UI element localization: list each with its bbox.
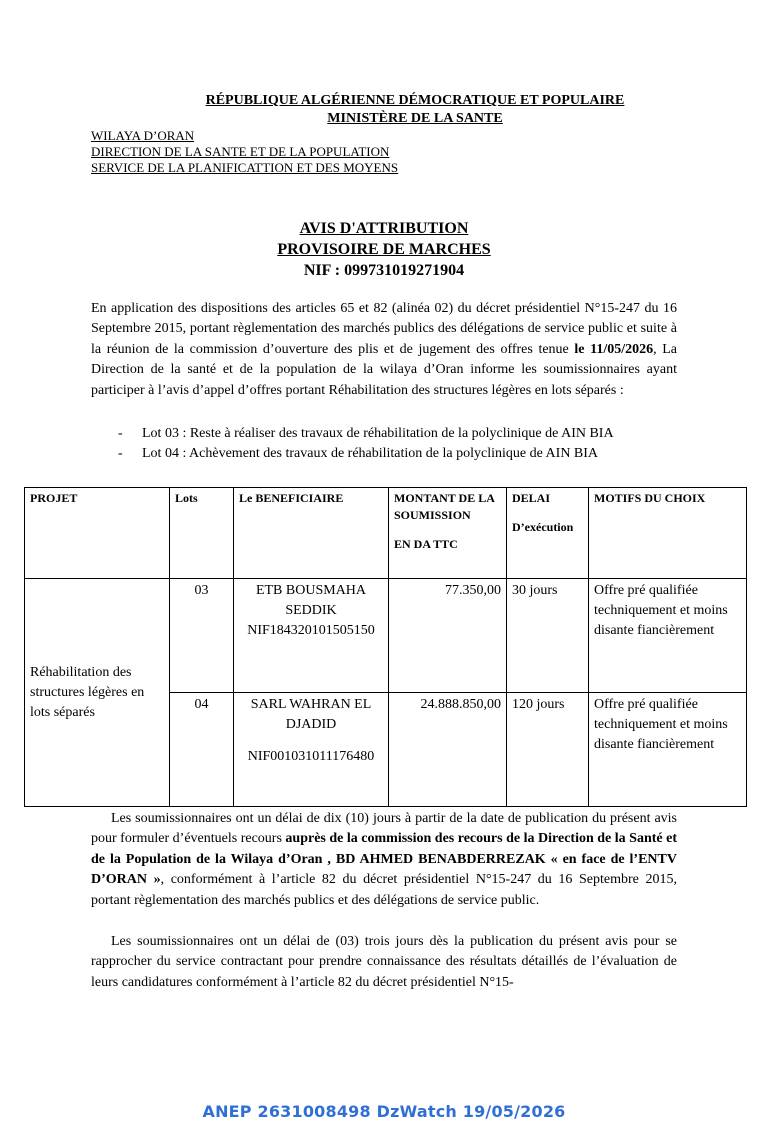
table-row	[25, 579, 747, 693]
nif-number: NIF : 099731019271904	[303, 262, 465, 279]
delai-cell: 120 jours	[507, 693, 589, 807]
intro-text-2: , La Direction de la santé et de la population de la wilaya d’Oran informe les soumissionnaires ayant participer à l’avis d’appel d’offres portant Réhabilitation des structures légères en lots séparés :	[91, 341, 678, 398]
col-header-montant	[389, 488, 507, 579]
col-header-beneficiaire: Le BENEFICIAIRE	[234, 488, 389, 579]
beneficiaire-nif: NIF184320101505150	[247, 623, 375, 638]
table-header-row	[25, 488, 747, 579]
org-line-wilaya: WILAYA D’ORAN	[91, 128, 195, 143]
bullet-dash: -	[118, 446, 123, 461]
intro-paragraph	[91, 299, 677, 401]
montant-header-line2: EN DA TTC	[394, 537, 458, 551]
beneficiaire-nif: NIF001031011176480	[247, 749, 375, 764]
delai-header-line2: D’exécution	[512, 520, 574, 534]
list-item	[118, 424, 614, 444]
intro-text-1: En application des dispositions des articles 65 et 82 (alinéa 02) du décret présidentiel N°15-247 du 16 Septembre 2015, portant règlementation des marchés publics des délégations de service public et suite à la réunion de la commission d’ouverture des plis et de jugement des offres tenue	[91, 301, 677, 357]
montant-cell: 24.888.850,00	[389, 693, 507, 807]
beneficiaire-name: ETB BOUSMAHA SEDDIK	[255, 583, 367, 618]
delai-header-line1: DELAI	[512, 491, 551, 505]
recours-address: auprès de la commission des recours de la Direction de la Santé et de la Population de la Wilaya d’Oran , BD AHMED BENABDERREZAK « en face de l’ENTV D’ORAN »	[91, 831, 678, 888]
bullet-dash: -	[118, 426, 123, 441]
delai-cell: 30 jours	[507, 579, 589, 693]
list-item-text: Lot 04 : Achèvement des travaux de réhabilitation de la polyclinique de AIN BIA	[142, 446, 599, 461]
meeting-date: le 11/05/2026	[574, 341, 654, 357]
recours-text-1: Les soumissionnaires ont un délai de dix (10) jours à partir de la date de publication du présent avis pour formuler d’éventuels recours	[91, 811, 677, 847]
projet-cell: Réhabilitation des structures légères en lots séparés	[25, 579, 170, 807]
list-item-text: Lot 03 : Reste à réaliser des travaux de réhabilitation de la polyclinique de AIN BIA	[142, 426, 614, 441]
motif-cell: Offre pré qualifiée techniquement et moins disante fiancièrement	[589, 693, 747, 807]
attribution-table	[24, 487, 747, 807]
beneficiaire-name: SARL WAHRAN EL DJADID	[250, 697, 372, 732]
lot-cell: 04	[170, 693, 234, 807]
org-line-direction: DIRECTION DE LA SANTE ET DE LA POPULATION	[91, 144, 390, 159]
republic-heading: RÉPUBLIQUE ALGÉRIENNE DÉMOCRATIQUE ET POPULAIRE	[205, 93, 625, 108]
notice-subtitle: PROVISOIRE DE MARCHES	[277, 241, 491, 258]
col-header-lots: Lots	[170, 488, 234, 579]
ministry-heading: MINISTÈRE DE LA SANTE	[327, 111, 503, 126]
resultats-paragraph: Les soumissionnaires ont un délai de (03) trois jours dès la publication du présent avis pour se rapprocher du service contractant pour prendre connaissance des résultats détaillés de l’évaluation de leurs candidatures conformément à l’article 82 du décret présidentiel N°15-	[91, 934, 677, 990]
col-header-motifs: MOTIFS DU CHOIX	[589, 488, 747, 579]
publication-footer: ANEP 2631008498 DzWatch 19/05/2026	[202, 1102, 566, 1121]
col-header-delai	[507, 488, 589, 579]
beneficiaire-cell	[234, 579, 389, 693]
list-item	[118, 444, 598, 464]
col-header-projet: PROJET	[25, 488, 170, 579]
montant-cell: 77.350,00	[389, 579, 507, 693]
org-line-service: SERVICE DE LA PLANIFICATTION ET DES MOYENS	[91, 160, 399, 175]
lot-cell: 03	[170, 579, 234, 693]
montant-header-line1: MONTANT DE LA SOUMISSION	[394, 491, 495, 522]
motif-cell: Offre pré qualifiée techniquement et moins disante fiancièrement	[589, 579, 747, 693]
recours-text-2: , conformément à l’article 82 du décret présidentiel N°15-247 du 16 Septembre 2015, portant règlementation des marchés publics et des délégations de service public.	[91, 872, 677, 908]
recours-paragraph	[91, 809, 677, 911]
beneficiaire-cell	[234, 693, 389, 807]
notice-title: AVIS D'ATTRIBUTION	[299, 220, 469, 237]
